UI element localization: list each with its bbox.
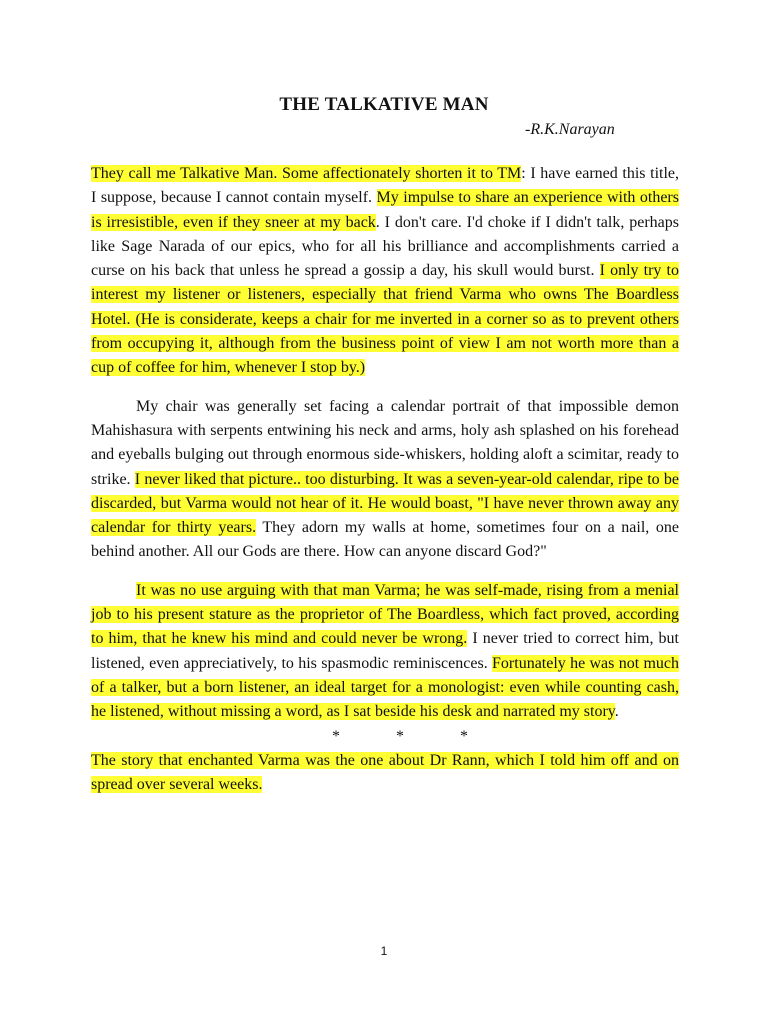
paragraph-2 (91, 395, 679, 565)
paragraph-4 (91, 749, 679, 798)
document-body (91, 162, 679, 797)
highlighted-text: Fortunately he was not much of a talker, but a born listener, an ideal target for a monologist: even while counting cash, he listened, without missing a word, as I sat beside his desk and narrated my story (91, 654, 679, 721)
highlighted-text: My impulse to share an experience with others is irresistible, even if they sneer at my back (91, 189, 679, 231)
text-segment: : I have earned this title, I suppose, because I cannot contain myself. (91, 165, 680, 207)
paragraph-1 (91, 162, 679, 381)
highlighted-text: They call me Talkative Man. Some affectionately shorten it to TM (91, 165, 522, 182)
text-segment: . I don't care. I'd choke if I didn't talk, perhaps like Sage Narada of our epics, who for all his brilliance and accomplishments carried a curse on his back that unless he spread a gossip a day, his skull would burst. (91, 213, 680, 280)
author-name: -R.K.Narayan (525, 121, 615, 138)
text-segment: . (614, 703, 619, 721)
highlighted-text: It was no use arguing with that man Varma; he was self-made, rising from a menial job to his present stature as the proprietor of The Boardless, which fact proved, according to him, that he knew his mind and could never be wrong. (91, 581, 679, 648)
document-title: THE TALKATIVE MAN (279, 94, 489, 115)
text-segment: I never tried to correct him, but listened, even appreciatively, to his spasmodic reminiscences. (91, 630, 679, 672)
section-separator: * * * (332, 727, 468, 745)
page-number: 1 (380, 944, 388, 958)
text-segment: They adorn my walls at home, sometimes four on a nail, one behind another. All our Gods are there. How can anyone discard God?" (91, 519, 679, 561)
paragraph-3 (91, 579, 679, 725)
highlighted-text: I never liked that picture.. too disturbing. It was a seven-year-old calendar, ripe to be discarded, but Varma would not hear of it. He would boast, "I have never thrown away any calendar for thirty years. (91, 470, 680, 537)
highlighted-text: I only try to interest my listener or listeners, especially that friend Varma who owns The Boardless Hotel. (He is considerate, keeps a chair for me inverted in a corner so as to prevent others from occupying it, although from the business point of view I am not worth more than a cup of coffee for him, whenever I stop by.) (91, 262, 680, 377)
highlighted-text: The story that enchanted Varma was the one about Dr Rann, which I told him off and on spread over several weeks. (91, 751, 679, 794)
text-segment: My chair was generally set facing a calendar portrait of that impossible demon Mahishasura with serpents entwining his neck and arms, holy ash splashed on his forehead and eyeballs bulging out through enormous side-whiskers, holding aloft a scimitar, ready to strike. (91, 397, 679, 488)
